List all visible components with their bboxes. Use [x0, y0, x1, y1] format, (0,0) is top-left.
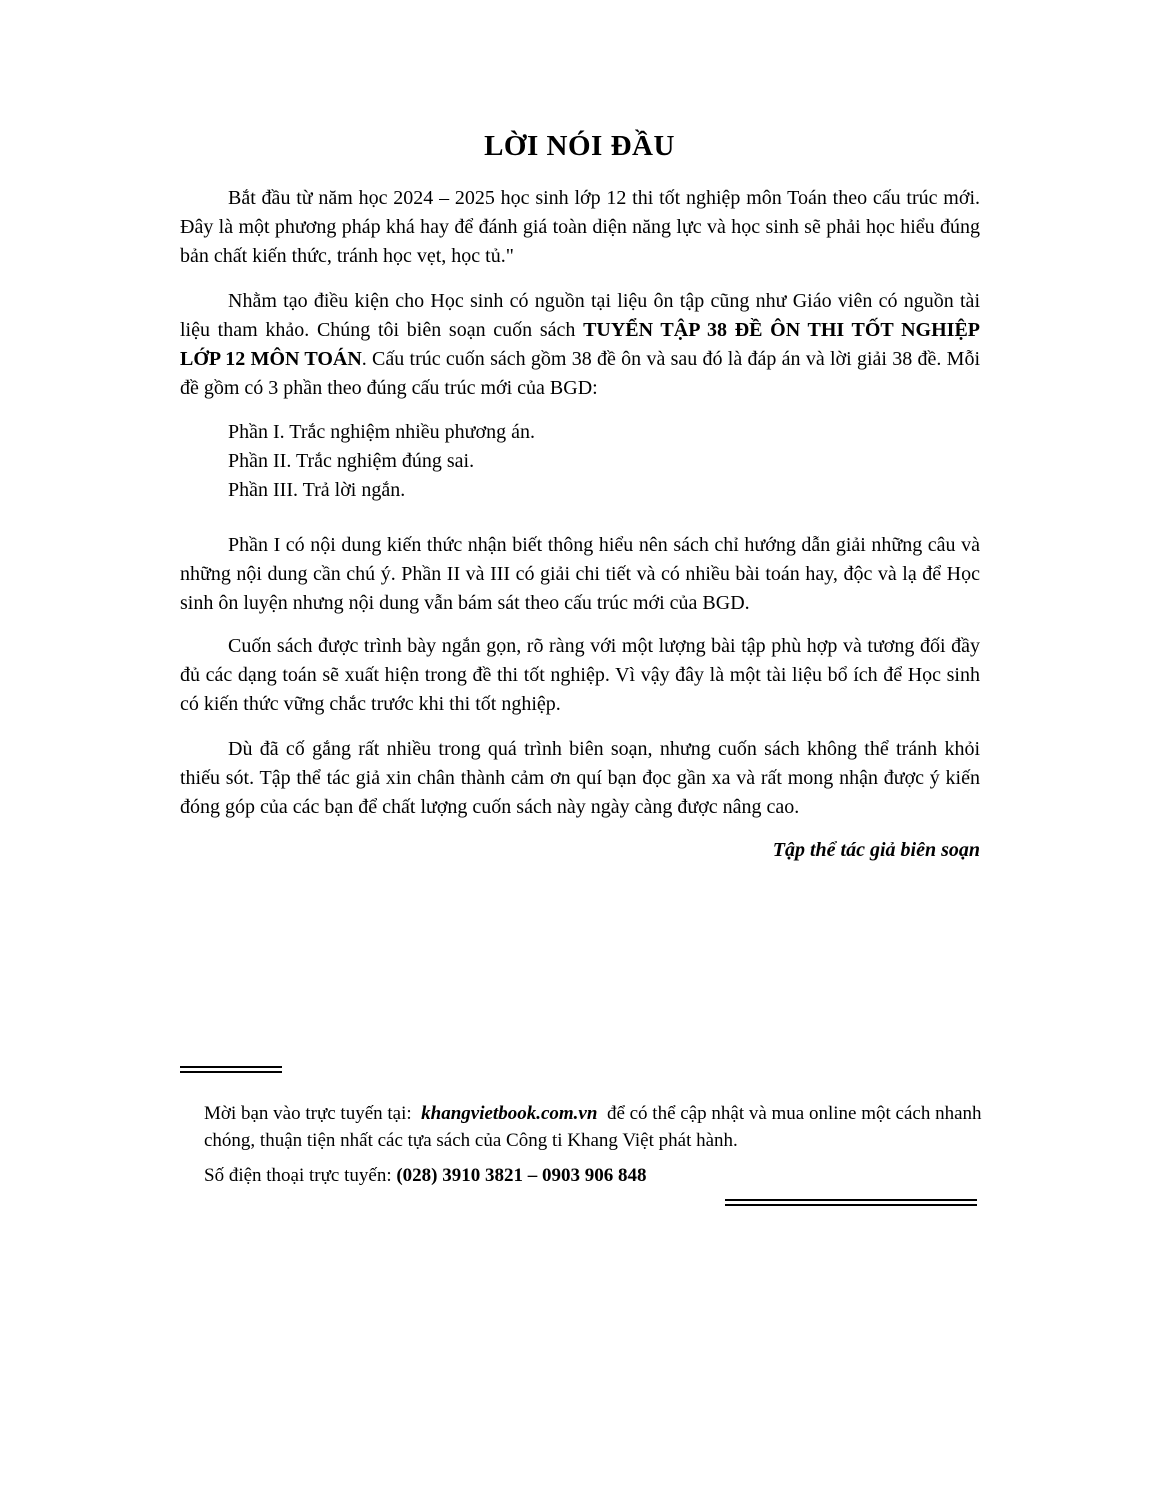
- paragraph-parts-description: Phần I có nội dung kiến thức nhận biết thông hiểu nên sách chỉ hướng dẫn giải những câu và những nội dung cần chú ý. Phần II và III có giải chi tiết và có nhiều bài toán hay, độc và lạ để Học sinh ôn luyện nhưng nội dung vẫn bám sát theo cấu trúc mới của BGD.: [180, 534, 980, 614]
- list-item: Phần I. Trắc nghiệm nhiều phương án.: [228, 421, 535, 443]
- footer-online-prefix: Mời bạn vào trực tuyến tại:: [204, 1103, 412, 1124]
- footer-phone-line: [204, 1162, 984, 1189]
- footer-online-note: [204, 1100, 984, 1154]
- website-link[interactable]: khangvietbook.com.vn: [421, 1103, 598, 1124]
- paragraph-purpose-rest: . Cấu trúc cuốn sách gồm 38 đề ôn và sau đó là đáp án và lời giải 38 đề. Mỗi đề gồm có 3 phần theo đúng cấu trúc mới của BGD:: [180, 348, 980, 399]
- phone-numbers: (028) 3910 3821 – 0903 906 848: [396, 1165, 647, 1186]
- paragraph-purpose: [180, 287, 980, 403]
- paragraph-book-summary: Cuốn sách được trình bày ngắn gọn, rõ ràng với một lượng bài tập phù hợp và tương đối đầy đủ các dạng toán sẽ xuất hiện trong đề thi tốt nghiệp. Vì vậy đây là một tài liệu bổ ích để Học sinh có kiến thức vững chắc trước khi thi tốt nghiệp.: [180, 635, 980, 715]
- phone-label: Số điện thoại trực tuyến:: [204, 1165, 392, 1186]
- paragraph-purpose-intro: Nhằm tạo điều kiện cho Học sinh có nguồn tại liệu ôn tập cũng như Giáo viên có nguồn tài liệu tham khảo. Chúng tôi biên soạn cuốn sách: [180, 290, 980, 341]
- list-item: Phần II. Trắc nghiệm đúng sai.: [228, 450, 475, 472]
- footer-divider-right: [725, 1199, 977, 1206]
- paragraph-acknowledgement: Dù đã cố gắng rất nhiều trong quá trình biên soạn, nhưng cuốn sách không thể tránh khỏi thiếu sót. Tập thể tác giả xin chân thành cảm ơn quí bạn đọc gần xa và rất mong nhận được ý kiến đóng góp của các bạn để chất lượng cuốn sách này ngày càng được nâng cao.: [180, 738, 980, 818]
- signature: Tập thể tác giả biên soạn: [772, 839, 980, 861]
- book-title: TUYỂN TẬP 38 ĐỀ ÔN THI TỐT NGHIỆP LỚP 12 MÔN TOÁN: [180, 319, 980, 370]
- footer-divider-left: [180, 1066, 282, 1073]
- page-title: LỜI NÓI ĐẦU: [484, 130, 675, 162]
- parts-list: [228, 418, 535, 505]
- list-item: Phần III. Trả lời ngắn.: [228, 479, 406, 501]
- paragraph-intro: Bắt đầu từ năm học 2024 – 2025 học sinh lớp 12 thi tốt nghiệp môn Toán theo cấu trúc mới. Đây là một phương pháp khá hay để đánh giá toàn diện năng lực và học sinh sẽ phải học hiểu đúng bản chất kiến thức, tránh học vẹt, học tủ.": [180, 187, 980, 267]
- footer-online-suffix: để có thể cập nhật và mua online một cách nhanh chóng, thuận tiện nhất các tựa sách của Công ti Khang Việt phát hành.: [204, 1103, 982, 1151]
